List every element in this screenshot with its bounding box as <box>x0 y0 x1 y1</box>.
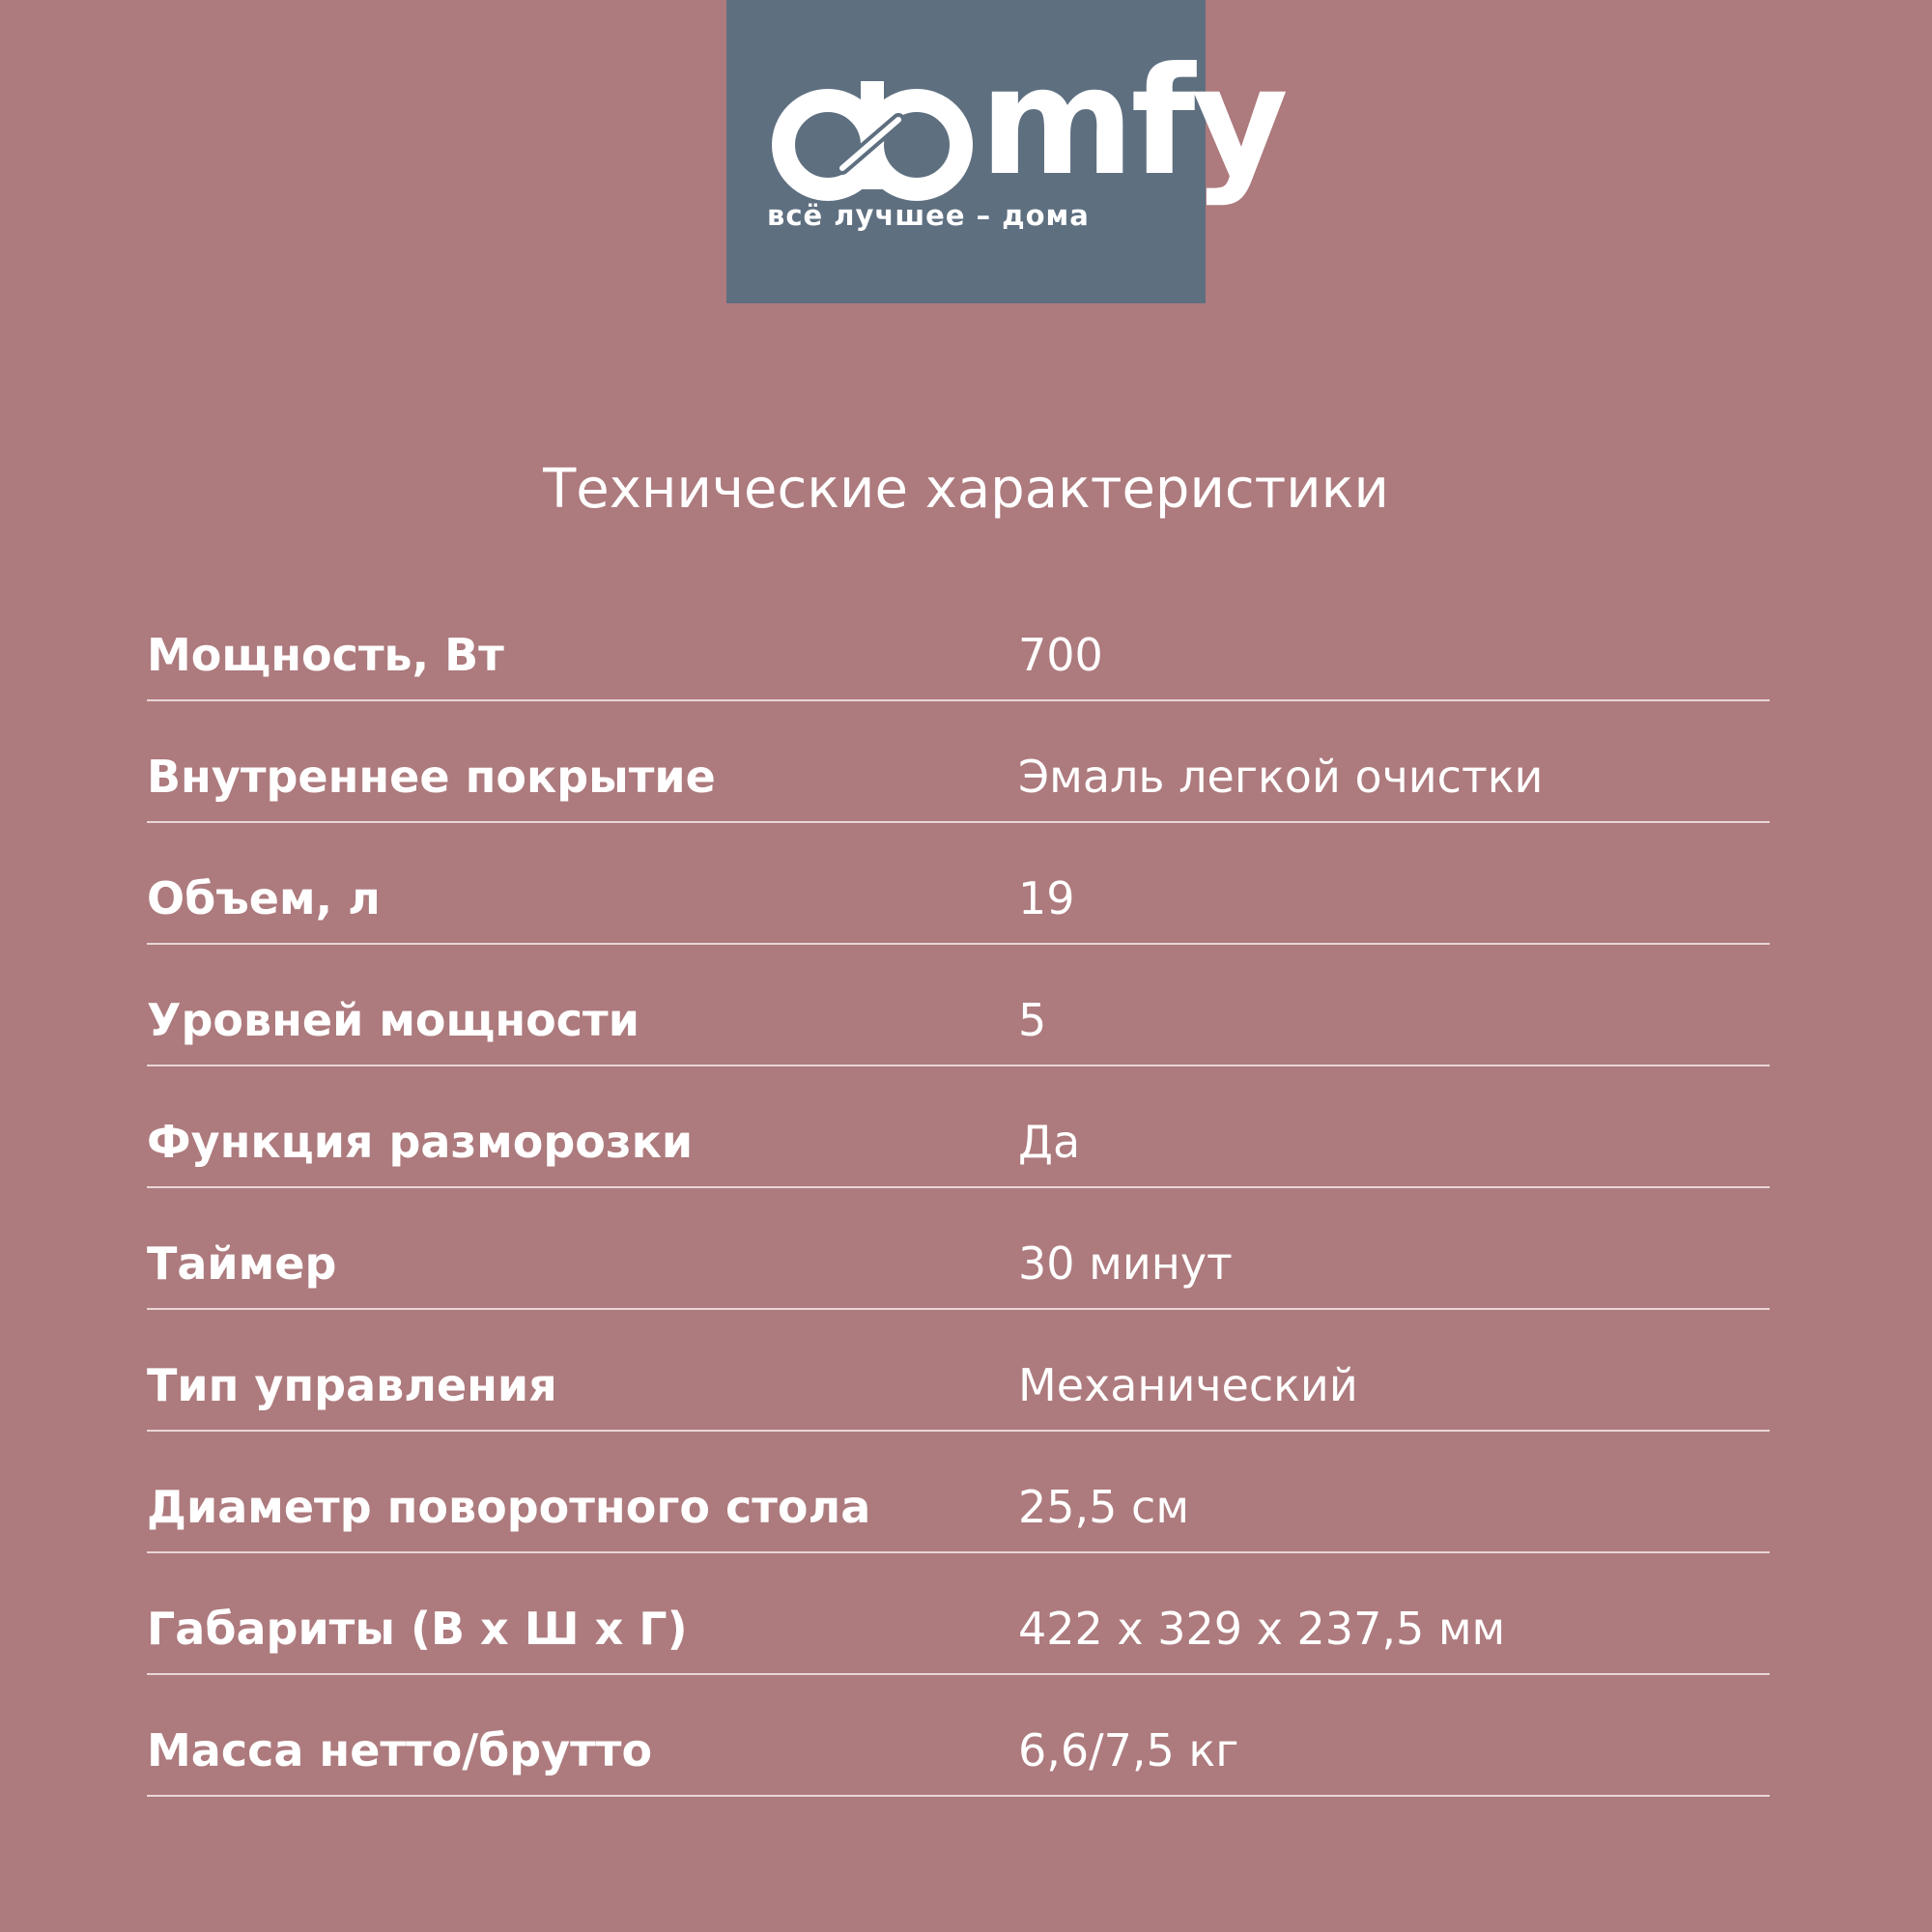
spec-value: 6,6/7,5 кг <box>1018 1724 1239 1776</box>
spec-label: Объем, л <box>147 872 381 924</box>
spec-label: Масса нетто/брутто <box>147 1724 653 1776</box>
brand-logo <box>726 0 1285 303</box>
spec-row <box>147 1066 1770 1188</box>
spec-label: Габариты (В х Ш х Г) <box>147 1603 688 1655</box>
spec-value: Механический <box>1018 1359 1358 1411</box>
spec-value: 700 <box>1018 629 1103 681</box>
spec-label: Таймер <box>147 1237 337 1290</box>
spec-value: Эмаль легкой очистки <box>1018 751 1544 803</box>
logo-wordmark-tail: mfy <box>980 36 1285 209</box>
spec-row <box>147 580 1770 701</box>
spec-label: Уровней мощности <box>147 994 639 1046</box>
spec-value: 30 минут <box>1018 1237 1233 1290</box>
spec-value: Да <box>1018 1116 1081 1168</box>
logo-tagline: всё лучшее – дома <box>767 199 1090 232</box>
spec-value: 5 <box>1018 994 1047 1046</box>
spec-label: Тип управления <box>147 1359 557 1411</box>
spec-row <box>147 1188 1770 1310</box>
spec-row <box>147 1553 1770 1675</box>
spec-label: Диаметр поворотного стола <box>147 1481 871 1533</box>
spec-row <box>147 1432 1770 1553</box>
spec-value: 25,5 см <box>1018 1481 1190 1533</box>
spec-table <box>147 580 1770 1797</box>
spec-label: Функция разморозки <box>147 1116 694 1168</box>
spec-row <box>147 823 1770 945</box>
spec-row <box>147 701 1770 823</box>
spec-row <box>147 1675 1770 1797</box>
page-title: Технические характеристики <box>543 458 1389 521</box>
spec-row <box>147 1310 1770 1432</box>
spec-value: 19 <box>1018 872 1075 924</box>
spec-label: Мощность, Вт <box>147 629 504 681</box>
spec-label: Внутреннее покрытие <box>147 751 716 803</box>
spec-row <box>147 945 1770 1066</box>
spec-value: 422 х 329 х 237,5 мм <box>1018 1603 1506 1655</box>
